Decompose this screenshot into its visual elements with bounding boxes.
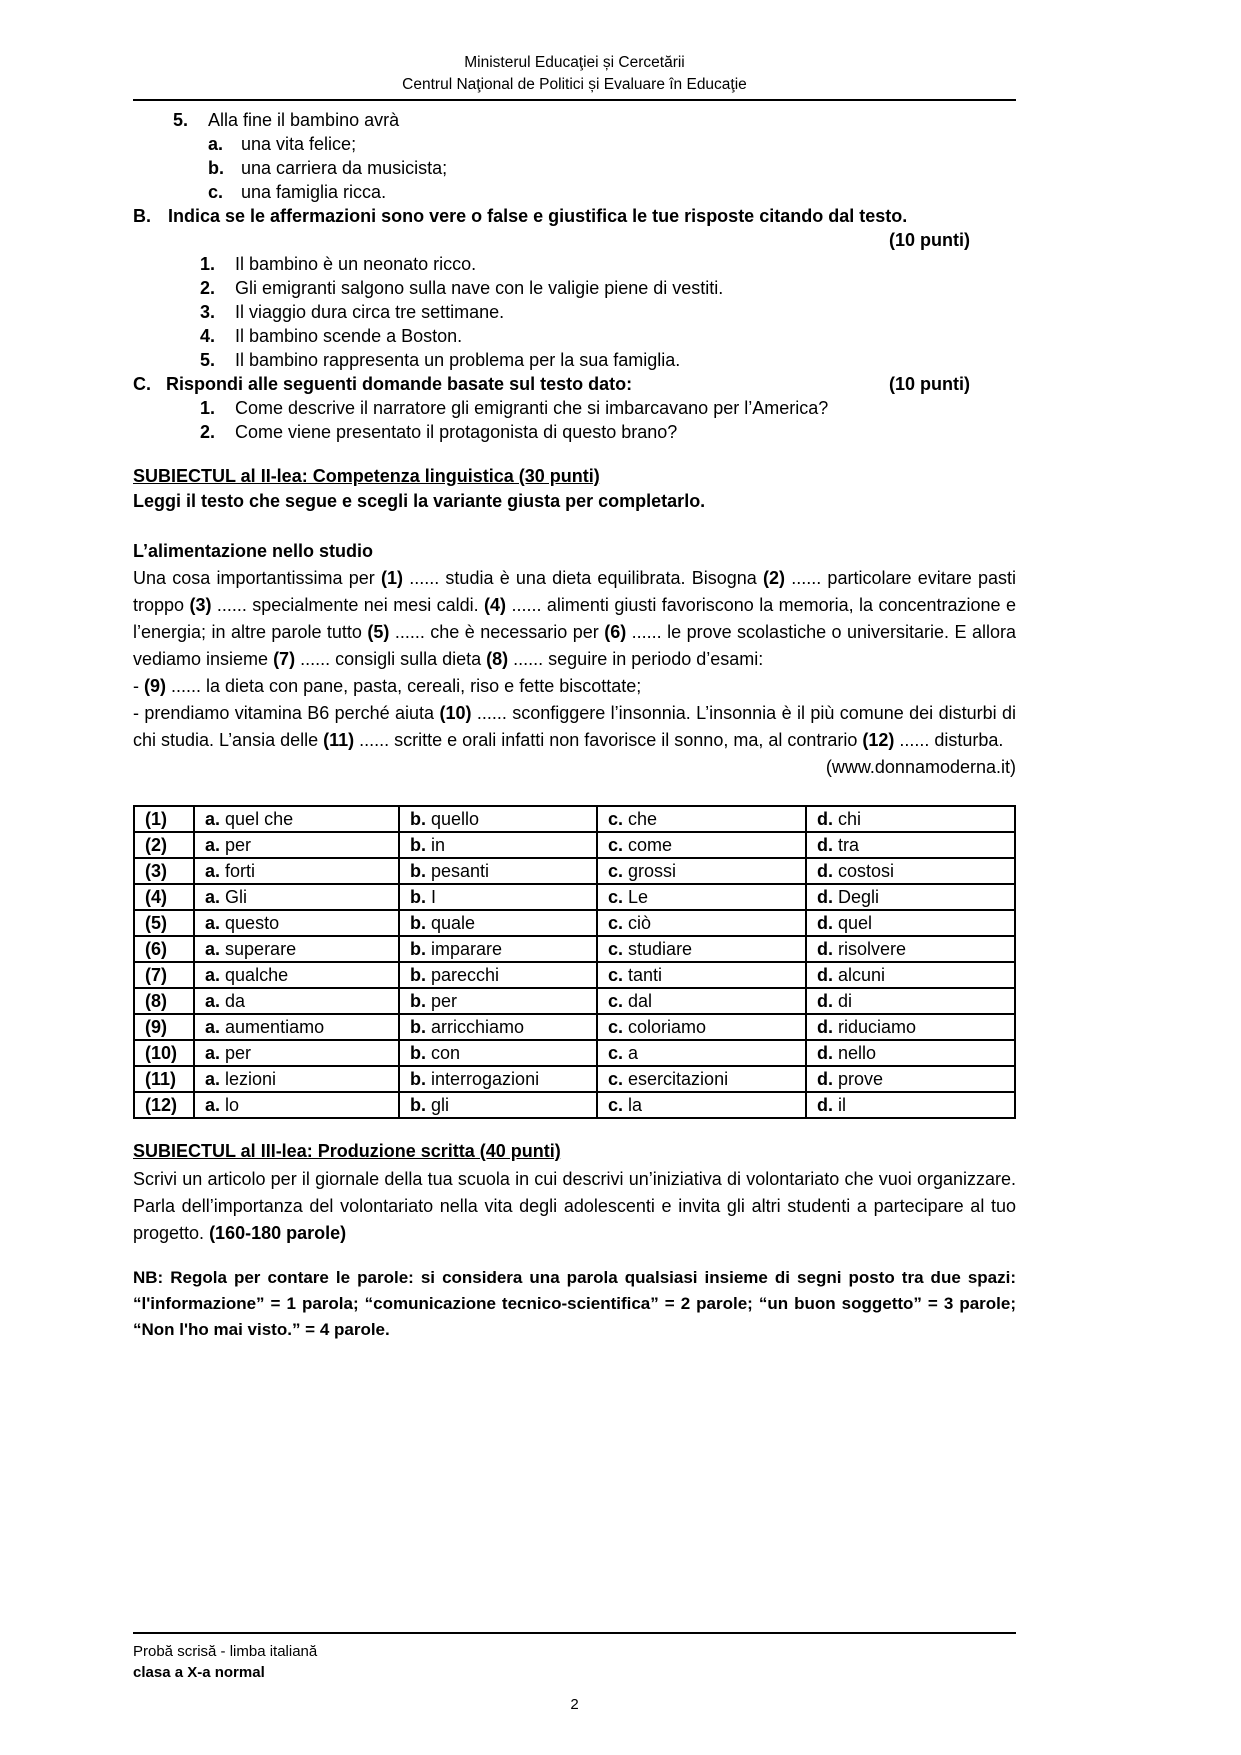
item-number-cell: (3) xyxy=(134,858,194,884)
item-number: 2. xyxy=(200,422,216,442)
option-c-cell xyxy=(597,936,806,962)
option-text: una famiglia ricca. xyxy=(241,182,387,202)
option-text: la xyxy=(628,1095,643,1115)
option-letter: b. xyxy=(410,1017,426,1037)
option-c-cell xyxy=(597,1014,806,1040)
text-segment: (9) xyxy=(144,676,166,696)
option-b-cell xyxy=(399,806,597,832)
subject-2 xyxy=(133,464,1016,1119)
question-number: 5. xyxy=(173,110,189,130)
passage-title: L’alimentazione nello studio xyxy=(133,541,374,561)
option-letter: d. xyxy=(817,1069,833,1089)
option-c-cell xyxy=(597,1092,806,1118)
option-text: che xyxy=(628,809,658,829)
table-row xyxy=(134,1014,1015,1040)
option-text: grossi xyxy=(628,861,677,881)
page-header xyxy=(133,52,1016,96)
option-text: riduciamo xyxy=(838,1017,917,1037)
option-b-cell xyxy=(399,858,597,884)
subject-3 xyxy=(133,1139,1016,1343)
option-a-cell xyxy=(194,884,399,910)
passage-paragraph-2 xyxy=(133,673,1016,700)
option-letter: c. xyxy=(608,991,624,1011)
page-footer xyxy=(133,1632,1016,1715)
option-letter: c. xyxy=(608,835,624,855)
option-text: studiare xyxy=(628,939,693,959)
item-number-cell: (4) xyxy=(134,884,194,910)
option-letter: b. xyxy=(410,939,426,959)
option-a-cell xyxy=(194,1014,399,1040)
text-segment: ...... disturba. xyxy=(894,730,1004,750)
option-letter: b. xyxy=(410,991,426,1011)
option-a-cell xyxy=(194,1040,399,1066)
text-segment: ...... alimenti giusti favoriscono la memoria, la concentrazione e l’energia; in altre parole tutto xyxy=(133,595,1016,642)
text-segment: ...... seguire in periodo d’esami: xyxy=(508,649,764,669)
option-text: per xyxy=(225,1043,252,1063)
option-letter: d. xyxy=(817,939,833,959)
header-center: Centrul Naţional de Politici și Evaluare în Educaţie xyxy=(402,76,747,93)
item-number-cell: (10) xyxy=(134,1040,194,1066)
item-number-cell: (11) xyxy=(134,1066,194,1092)
text-segment: Una cosa importantissima per xyxy=(133,568,381,588)
option-b-cell xyxy=(399,936,597,962)
option-letter: a. xyxy=(205,1017,221,1037)
option-c-cell xyxy=(597,910,806,936)
passage-paragraph-1 xyxy=(133,565,1016,673)
option-d-cell xyxy=(806,1092,1015,1118)
option-b-cell xyxy=(399,1092,597,1118)
option-letter: b. xyxy=(208,158,224,178)
question-text: Alla fine il bambino avrà xyxy=(208,110,400,130)
option-text: I xyxy=(431,887,437,907)
answer-options-table xyxy=(133,805,1016,1119)
text-segment: (12) xyxy=(862,730,895,750)
option-letter: c. xyxy=(608,1017,624,1037)
table-row xyxy=(134,1092,1015,1118)
item-number-cell: (12) xyxy=(134,1092,194,1118)
option-text: gli xyxy=(431,1095,450,1115)
option-c-cell xyxy=(597,1066,806,1092)
text-segment: (160-180 parole) xyxy=(209,1223,347,1243)
option-letter: a. xyxy=(205,991,221,1011)
text-segment: - prendiamo vitamina B6 perché aiuta xyxy=(133,703,440,723)
option-letter: d. xyxy=(817,1095,833,1115)
text-segment: ...... particolare evitare pasti troppo xyxy=(133,568,1016,615)
text-segment: (7) xyxy=(273,649,296,669)
section-b-items xyxy=(200,252,1016,372)
item-number-cell: (7) xyxy=(134,962,194,988)
option-text: interrogazioni xyxy=(431,1069,540,1089)
option-text: per xyxy=(225,835,252,855)
header-rule xyxy=(133,99,1016,101)
text-segment: Scrivi un articolo per il giornale della tua scuola in cui descrivi un’iniziativa di volontariato che vuoi organizzare. Parla dell’importanza del volontariato nella vita degli adolescenti e invita gli altri studenti a partecipare al tuo progetto. xyxy=(133,1169,1016,1243)
option-text: imparare xyxy=(431,939,503,959)
option-b-cell xyxy=(399,962,597,988)
option-letter: c. xyxy=(608,809,624,829)
option-text: come xyxy=(628,835,673,855)
option-text: tanti xyxy=(628,965,663,985)
option-c-cell xyxy=(597,858,806,884)
option-text: lo xyxy=(225,1095,240,1115)
text-segment: ...... scritte e orali infatti non favorisce il sonno, ma, al contrario xyxy=(354,730,863,750)
text-segment: (4) xyxy=(484,595,507,615)
section-b-points: (10 punti) xyxy=(889,230,970,250)
option-text: tra xyxy=(838,835,860,855)
option-a-cell xyxy=(194,858,399,884)
option-letter: a. xyxy=(205,887,221,907)
option-text: chi xyxy=(838,809,862,829)
option-text: quello xyxy=(431,809,480,829)
text-segment: (1) xyxy=(380,568,403,588)
text-segment: (8) xyxy=(486,649,509,669)
item-number-cell: (2) xyxy=(134,832,194,858)
item-number: 3. xyxy=(200,302,216,322)
option-d-cell xyxy=(806,988,1015,1014)
footer-exam-type: Probă scrisă - limba italiană xyxy=(133,1643,318,1660)
option-a-cell xyxy=(194,1066,399,1092)
option-letter: a. xyxy=(208,134,224,154)
item-number-cell: (9) xyxy=(134,1014,194,1040)
list-item xyxy=(200,300,1016,324)
section-c-heading xyxy=(133,372,1016,396)
option-text: da xyxy=(225,991,246,1011)
option-c-cell xyxy=(597,1040,806,1066)
table-row xyxy=(134,910,1015,936)
passage-paragraph-3 xyxy=(133,700,1016,754)
option-d-cell xyxy=(806,1066,1015,1092)
text-segment: (3) xyxy=(189,595,212,615)
option-letter: b. xyxy=(410,1043,426,1063)
table-row xyxy=(134,1066,1015,1092)
option-letter: c. xyxy=(608,913,624,933)
option-d-cell xyxy=(806,884,1015,910)
option-text: costosi xyxy=(838,861,895,881)
option-text: qualche xyxy=(225,965,289,985)
answer-options-table-body xyxy=(134,806,1015,1118)
item-text: Il bambino scende a Boston. xyxy=(235,326,463,346)
section-b-title-text: Indica se le affermazioni sono vere o false e giustifica le tue risposte citando dal testo. xyxy=(168,206,908,226)
option-letter: d. xyxy=(817,887,833,907)
answer-option xyxy=(208,180,1016,204)
option-a-cell xyxy=(194,936,399,962)
option-letter: c. xyxy=(608,965,624,985)
option-text: in xyxy=(431,835,446,855)
header-ministry: Ministerul Educaţiei și Cercetării xyxy=(464,54,685,71)
option-a-cell xyxy=(194,832,399,858)
footer-rule xyxy=(133,1632,1016,1634)
option-b-cell xyxy=(399,1040,597,1066)
option-d-cell xyxy=(806,936,1015,962)
option-letter: d. xyxy=(817,835,833,855)
option-a-cell xyxy=(194,962,399,988)
text-segment: ...... le prove scolastiche o universitarie. E allora vediamo insieme xyxy=(133,622,1016,669)
option-text: Le xyxy=(628,887,649,907)
option-letter: d. xyxy=(817,861,833,881)
text-segment: ...... la dieta con pane, pasta, cereali, riso e fette biscottate; xyxy=(166,676,642,696)
option-text: aumentiamo xyxy=(225,1017,325,1037)
option-text: quale xyxy=(431,913,476,933)
item-text: Il viaggio dura circa tre settimane. xyxy=(235,302,505,322)
option-text: questo xyxy=(225,913,280,933)
text-segment: (5) xyxy=(367,622,390,642)
option-letter: c. xyxy=(208,182,224,202)
option-letter: c. xyxy=(608,1043,624,1063)
option-letter: a. xyxy=(205,1069,221,1089)
text-segment: ...... che è necessario per xyxy=(389,622,605,642)
table-row xyxy=(134,806,1015,832)
option-text: per xyxy=(431,991,458,1011)
option-letter: c. xyxy=(608,887,624,907)
section-c xyxy=(133,372,1016,444)
option-text: risolvere xyxy=(838,939,907,959)
subject-3-title: SUBIECTUL al III-lea: Produzione scritta (40 punti) xyxy=(133,1141,561,1161)
option-a-cell xyxy=(194,806,399,832)
option-letter: b. xyxy=(410,887,426,907)
item-number: 1. xyxy=(200,398,216,418)
option-text: superare xyxy=(225,939,297,959)
section-b-title xyxy=(133,204,1016,228)
option-letter: b. xyxy=(410,1069,426,1089)
option-letter: d. xyxy=(817,1017,833,1037)
text-segment: (6) xyxy=(604,622,627,642)
option-d-cell xyxy=(806,1040,1015,1066)
item-text: Gli emigranti salgono sulla nave con le valigie piene di vestiti. xyxy=(235,278,724,298)
footer-class: clasa a X-a normal xyxy=(133,1664,265,1681)
option-a-cell xyxy=(194,1092,399,1118)
option-b-cell xyxy=(399,1066,597,1092)
option-text: a xyxy=(628,1043,639,1063)
option-d-cell xyxy=(806,858,1015,884)
option-d-cell xyxy=(806,832,1015,858)
option-c-cell xyxy=(597,962,806,988)
subject-2-title: SUBIECTUL al II-lea: Competenza linguistica (30 punti) xyxy=(133,466,600,486)
option-text: di xyxy=(838,991,853,1011)
option-d-cell xyxy=(806,962,1015,988)
section-c-title-text: Rispondi alle seguenti domande basate sul testo dato: xyxy=(166,374,633,394)
question-5 xyxy=(133,108,1016,204)
option-letter: d. xyxy=(817,809,833,829)
option-letter: b. xyxy=(410,861,426,881)
option-text: esercitazioni xyxy=(628,1069,729,1089)
option-b-cell xyxy=(399,832,597,858)
item-text: Come descrive il narratore gli emigranti che si imbarcavano per l’America? xyxy=(235,398,829,418)
option-letter: b. xyxy=(410,913,426,933)
option-letter: a. xyxy=(205,913,221,933)
option-text: lezioni xyxy=(225,1069,277,1089)
option-letter: d. xyxy=(817,965,833,985)
table-row xyxy=(134,962,1015,988)
option-a-cell xyxy=(194,988,399,1014)
option-letter: c. xyxy=(608,861,624,881)
section-c-title xyxy=(133,372,632,396)
option-letter: a. xyxy=(205,835,221,855)
subject-2-instruction: Leggi il testo che segue e scegli la variante giusta per completarlo. xyxy=(133,491,706,511)
subject-3-task xyxy=(133,1166,1016,1247)
option-b-cell xyxy=(399,910,597,936)
option-text: arricchiamo xyxy=(431,1017,525,1037)
option-text: forti xyxy=(225,861,256,881)
option-text: coloriamo xyxy=(628,1017,707,1037)
item-number: 1. xyxy=(200,254,216,274)
list-item xyxy=(200,252,1016,276)
answer-option xyxy=(208,132,1016,156)
item-text: Come viene presentato il protagonista di questo brano? xyxy=(235,422,678,442)
option-c-cell xyxy=(597,832,806,858)
text-segment: (2) xyxy=(762,568,785,588)
option-text: alcuni xyxy=(838,965,886,985)
list-item xyxy=(200,420,1016,444)
list-item xyxy=(200,396,1016,420)
option-letter: a. xyxy=(205,939,221,959)
option-c-cell xyxy=(597,988,806,1014)
option-text: Degli xyxy=(838,887,880,907)
option-letter: a. xyxy=(205,809,221,829)
section-c-points: (10 punti) xyxy=(889,374,970,394)
item-number-cell: (5) xyxy=(134,910,194,936)
section-b xyxy=(133,204,1016,372)
option-letter: a. xyxy=(205,861,221,881)
option-text: prove xyxy=(838,1069,884,1089)
option-text: nello xyxy=(838,1043,877,1063)
item-number: 2. xyxy=(200,278,216,298)
item-text: Il bambino rappresenta un problema per la sua famiglia. xyxy=(235,350,681,370)
item-number-cell: (1) xyxy=(134,806,194,832)
page-number: 2 xyxy=(570,1696,579,1713)
option-text: una vita felice; xyxy=(241,134,357,154)
item-number: 4. xyxy=(200,326,216,346)
list-item xyxy=(200,348,1016,372)
option-letter: a. xyxy=(205,1095,221,1115)
item-number-cell: (8) xyxy=(134,988,194,1014)
table-row xyxy=(134,832,1015,858)
text-segment: ...... consigli sulla dieta xyxy=(295,649,487,669)
word-count-rule-note: NB: Regola per contare le parole: si considera una parola qualsiasi insieme di segni posto tra due spazi: “l'informazione” = 1 parola; “comunicazione tecnico-scientifica” = 2 parole; “un buon soggetto” = 3 parole; “Non l'ho mai visto.” = 4 parole. xyxy=(133,1268,1016,1339)
option-b-cell xyxy=(399,884,597,910)
table-row xyxy=(134,1040,1015,1066)
section-c-label: C. xyxy=(133,374,151,394)
item-text: Il bambino è un neonato ricco. xyxy=(235,254,477,274)
option-letter: c. xyxy=(608,1095,624,1115)
text-segment: - xyxy=(133,676,144,696)
option-letter: d. xyxy=(817,1043,833,1063)
list-item xyxy=(200,324,1016,348)
table-row xyxy=(134,936,1015,962)
table-row xyxy=(134,988,1015,1014)
text-segment: ...... sconfiggere l’insonnia. L’insonnia è il più comune dei disturbi di chi studia. L’ansia delle xyxy=(133,703,1016,750)
question-5-options xyxy=(208,132,1016,204)
section-c-items xyxy=(200,396,1016,444)
option-a-cell xyxy=(194,910,399,936)
table-row xyxy=(134,858,1015,884)
option-text: quel xyxy=(838,913,873,933)
option-letter: b. xyxy=(410,1095,426,1115)
option-letter: b. xyxy=(410,809,426,829)
option-text: pesanti xyxy=(431,861,490,881)
option-text: dal xyxy=(628,991,653,1011)
text-segment: (10) xyxy=(439,703,472,723)
option-c-cell xyxy=(597,884,806,910)
option-letter: d. xyxy=(817,913,833,933)
item-number: 5. xyxy=(200,350,216,370)
answer-option xyxy=(208,156,1016,180)
list-item xyxy=(200,276,1016,300)
option-letter: c. xyxy=(608,939,624,959)
option-b-cell xyxy=(399,1014,597,1040)
option-text: una carriera da musicista; xyxy=(241,158,448,178)
option-text: quel che xyxy=(225,809,294,829)
option-letter: c. xyxy=(608,1069,624,1089)
section-b-label: B. xyxy=(133,206,151,226)
text-segment: (11) xyxy=(323,730,355,750)
option-d-cell xyxy=(806,806,1015,832)
table-row xyxy=(134,884,1015,910)
option-letter: d. xyxy=(817,991,833,1011)
passage-source: (www.donnamoderna.it) xyxy=(825,757,1016,777)
option-c-cell xyxy=(597,806,806,832)
option-text: con xyxy=(431,1043,461,1063)
option-d-cell xyxy=(806,910,1015,936)
question-5-stem xyxy=(173,108,1016,132)
text-segment: ...... studia è una dieta equilibrata. Bisogna xyxy=(402,568,763,588)
option-text: Gli xyxy=(225,887,248,907)
item-number-cell: (6) xyxy=(134,936,194,962)
option-text: ciò xyxy=(628,913,652,933)
option-letter: b. xyxy=(410,965,426,985)
option-letter: a. xyxy=(205,965,221,985)
option-letter: a. xyxy=(205,1043,221,1063)
option-b-cell xyxy=(399,988,597,1014)
option-letter: b. xyxy=(410,835,426,855)
text-segment: ...... specialmente nei mesi caldi. xyxy=(211,595,485,615)
option-text: parecchi xyxy=(431,965,500,985)
option-d-cell xyxy=(806,1014,1015,1040)
option-text: il xyxy=(838,1095,847,1115)
